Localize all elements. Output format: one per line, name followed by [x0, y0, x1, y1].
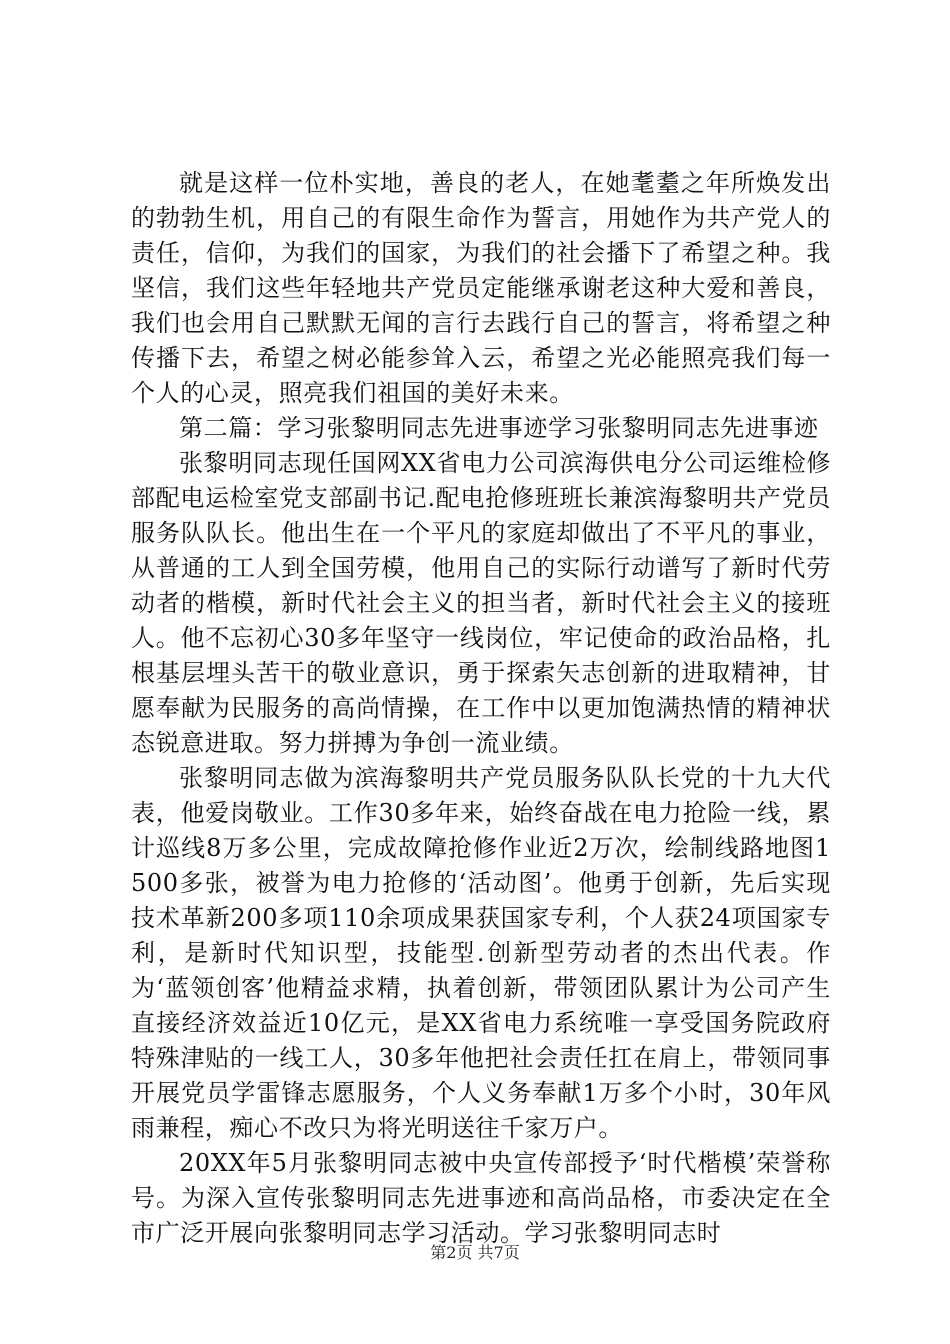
section-heading: 第二篇：学习张黎明同志先进事迹学习张黎明同志先进事迹	[179, 414, 819, 442]
paragraph-profile: 张黎明同志现任国网XX省电力公司滨海供电分公司运维检修部配电运检室党支部副书记.配电抢修班班长兼滨海黎明共产党员服务队队长。他出生在一个平凡的家庭却做出了不平凡的事业，从普通的工人到全国劳模，他用自己的实际行动谱写了新时代劳动者的楷模，新时代社会主义的担当者，新时代社会主义的接班人。他不忘初心30多年坚守一线岗位，牢记使命的政治品格，扎根基层埋头苦干的敬业意识，勇于探索矢志创新的进取精神，甘愿奉献为民服务的高尚情操，在工作中以更加饱满热情的精神状态锐意进取。努力拼搏为争创一流业绩。	[131, 449, 831, 757]
document-body	[131, 166, 831, 1251]
page-number-footer: 第2页 共7页	[430, 1243, 520, 1262]
paragraph-honor: 20XX年5月张黎明同志被中央宣传部授予‘时代楷模’荣誉称号。为深入宣传张黎明同志先进事迹和高尚品格，市委决定在全市广泛开展向张黎明同志学习活动。学习张黎明同志时	[131, 1149, 831, 1247]
paragraph-closing-tribute: 就是这样一位朴实地，善良的老人，在她耄耋之年所焕发出的勃勃生机，用自己的有限生命作为誓言，用她作为共产党人的责任，信仰，为我们的国家，为我们的社会播下了希望之种。我坚信，我们这些年轻地共产党员定能继承谢老这种大爱和善良，我们也会用自己默默无闻的言行去践行自己的誓言，将希望之种传播下去，希望之树必能参耸入云，希望之光必能照亮我们每一个人的心灵，照亮我们祖国的美好未来。	[131, 169, 831, 407]
paragraph-achievements: 张黎明同志做为滨海黎明共产党员服务队队长党的十九大代表，他爱岗敬业。工作30多年来，始终奋战在电力抢险一线，累计巡线8万多公里，完成故障抢修作业近2万次，绘制线路地图1500多张，被誉为电力抢修的‘活动图’。他勇于创新，先后实现技术革新200多项110余项成果获国家专利，个人获24项国家专利，是新时代知识型，技能型.创新型劳动者的杰出代表。作为‘蓝领创客’他精益求精，执着创新，带领团队累计为公司产生直接经济效益近10亿元，是XX省电力系统唯一享受国务院政府特殊津贴的一线工人，30多年他把社会责任扛在肩上，带领同事开展党员学雷锋志愿服务，个人义务奉献1万多个小时，30年风雨兼程，痴心不改只为将光明送往千家万户。	[131, 764, 831, 1142]
